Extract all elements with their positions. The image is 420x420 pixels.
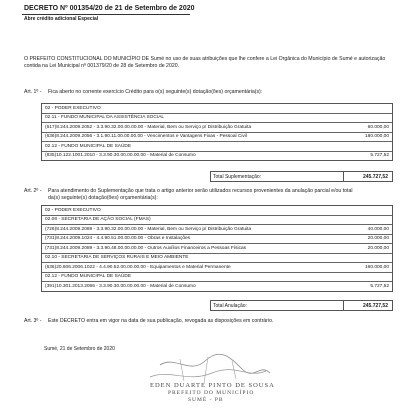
preamble-text: O PREFEITO CONSTITUCIONAL DO MUNICÍPIO DE Sumé no uso de suas atribuições que lhe confere a Lei Orgânica do Município de Sumé e autorização contida na Lei Municipal nº 001379/20 de 28 de Setembro de 2020. [24, 56, 386, 69]
total-separator [343, 172, 344, 181]
table-row: (835)10.122.1001.2010 - 3.3.90.30.00.00.00.00 - Material de Consumo 5.727,52 [45, 153, 389, 158]
art1-total-label: Total Suplementação: [213, 174, 262, 180]
signatory-role: PREFEITO DO MUNICÍPIO [168, 390, 255, 396]
place-and-date: Sumé, 21 de Setembro de 2020 [44, 346, 115, 352]
table-row: (731)8.244.2009.1024 - 4.4.90.51.00.00.00.00 - Obras e Instalações 20.000,00 [42, 235, 392, 245]
art2-total-box [210, 300, 393, 311]
signatory-city: SUMÉ - PB [188, 397, 224, 403]
art3-label: Art. 3º - [24, 318, 42, 324]
signatory-name: EDEN DUARTE PINTO DE SOUSA [150, 382, 275, 389]
art1-table [41, 103, 393, 161]
total-separator [343, 301, 344, 310]
table-row: 02.11 - FUNDO MUNICIPAL DA ASSISTÊNCIA SOCIAL [42, 114, 392, 124]
art1-total-value: 245.727,52 [362, 174, 388, 180]
table-row: (731)8.244.2009.2089 - 3.3.90.48.00.00.00.00 - Outros Auxílios Financeiros a Pessoas Físicas 20.000,00 [42, 244, 392, 254]
decree-title: DECRETO Nº 001354/20 de 21 de Setembro de 2020 [24, 5, 195, 12]
title-underline [22, 14, 190, 15]
table-row: (636)20.606.2006.1022 - 4.4.90.52.00.00.00.00 - Equipamentos e Material Permanente 160.000,00 [42, 263, 392, 273]
table-row: (726)8.244.2009.2089 - 3.3.90.32.00.00.00.00 - Material, Bem ou Serviço p/ Distribuição Gratuita 40.000,00 [42, 225, 392, 235]
art2-table [41, 205, 393, 292]
table-row: 02.08 - SECRETARIA DE AÇÃO SOCIAL (FMAS) [42, 216, 392, 226]
table-row: 02.12 - FUNDO MUNICIPAL DE SAÚDE [42, 273, 392, 283]
table-row: (636)8.244.2009.2056 - 3.1.90.11.00.00.00.00 - Vencimentos e Vantagens Fixas - Pessoal Civil 180.000,00 [42, 133, 392, 143]
art2-total-value: 245.727,52 [362, 303, 388, 309]
table-row: 02 - PODER EXECUTIVO [42, 104, 392, 114]
art2-label: Art. 2º - [24, 188, 42, 194]
art2-text-line1: Para atendimento do Suplementação que trata o artigo anterior serão utilizados recursos provenientes da anulação parcial e/ou total [48, 188, 353, 194]
art1-text: Fica aberto no corrente exercício Crédito para o(s) seguinte(s) dotação(ões) orçamentária(s): [48, 89, 263, 95]
art1-label: Art. 1º - [24, 89, 42, 95]
table-row: (391)10.301.2013.2066 - 3.3.90.30.00.00.00.00 - Material de Consumo 5.727,52 [45, 283, 389, 289]
art2-total-label: Total Anulação: [213, 303, 247, 309]
table-row: (617)8.244.2009.2052 - 3.3.90.32.00.00.00.00 - Material, Bem ou Serviço p/ Distribuição Gratuita 60.000,00 [42, 123, 392, 133]
table-row: 02 - PODER EXECUTIVO [42, 206, 392, 216]
art2-text-line2: da(s) seguinte(s) dotação(ões) orçamentária(s): [48, 195, 158, 201]
decree-subtitle: Abre crédito adicional Especial [24, 16, 99, 22]
table-row: 02.12 - FUNDO MUNICIPAL DE SAÚDE [42, 142, 392, 152]
art3-text: Este DECRETO entra em vigor na data de sua publicação, revogada as disposições em contrário. [48, 318, 274, 324]
art1-total-box [210, 171, 393, 182]
table-row: 02.10 - SECRETARIA DE SERVIÇOS RURAIS E MEIO AMBIENTE [42, 254, 392, 264]
